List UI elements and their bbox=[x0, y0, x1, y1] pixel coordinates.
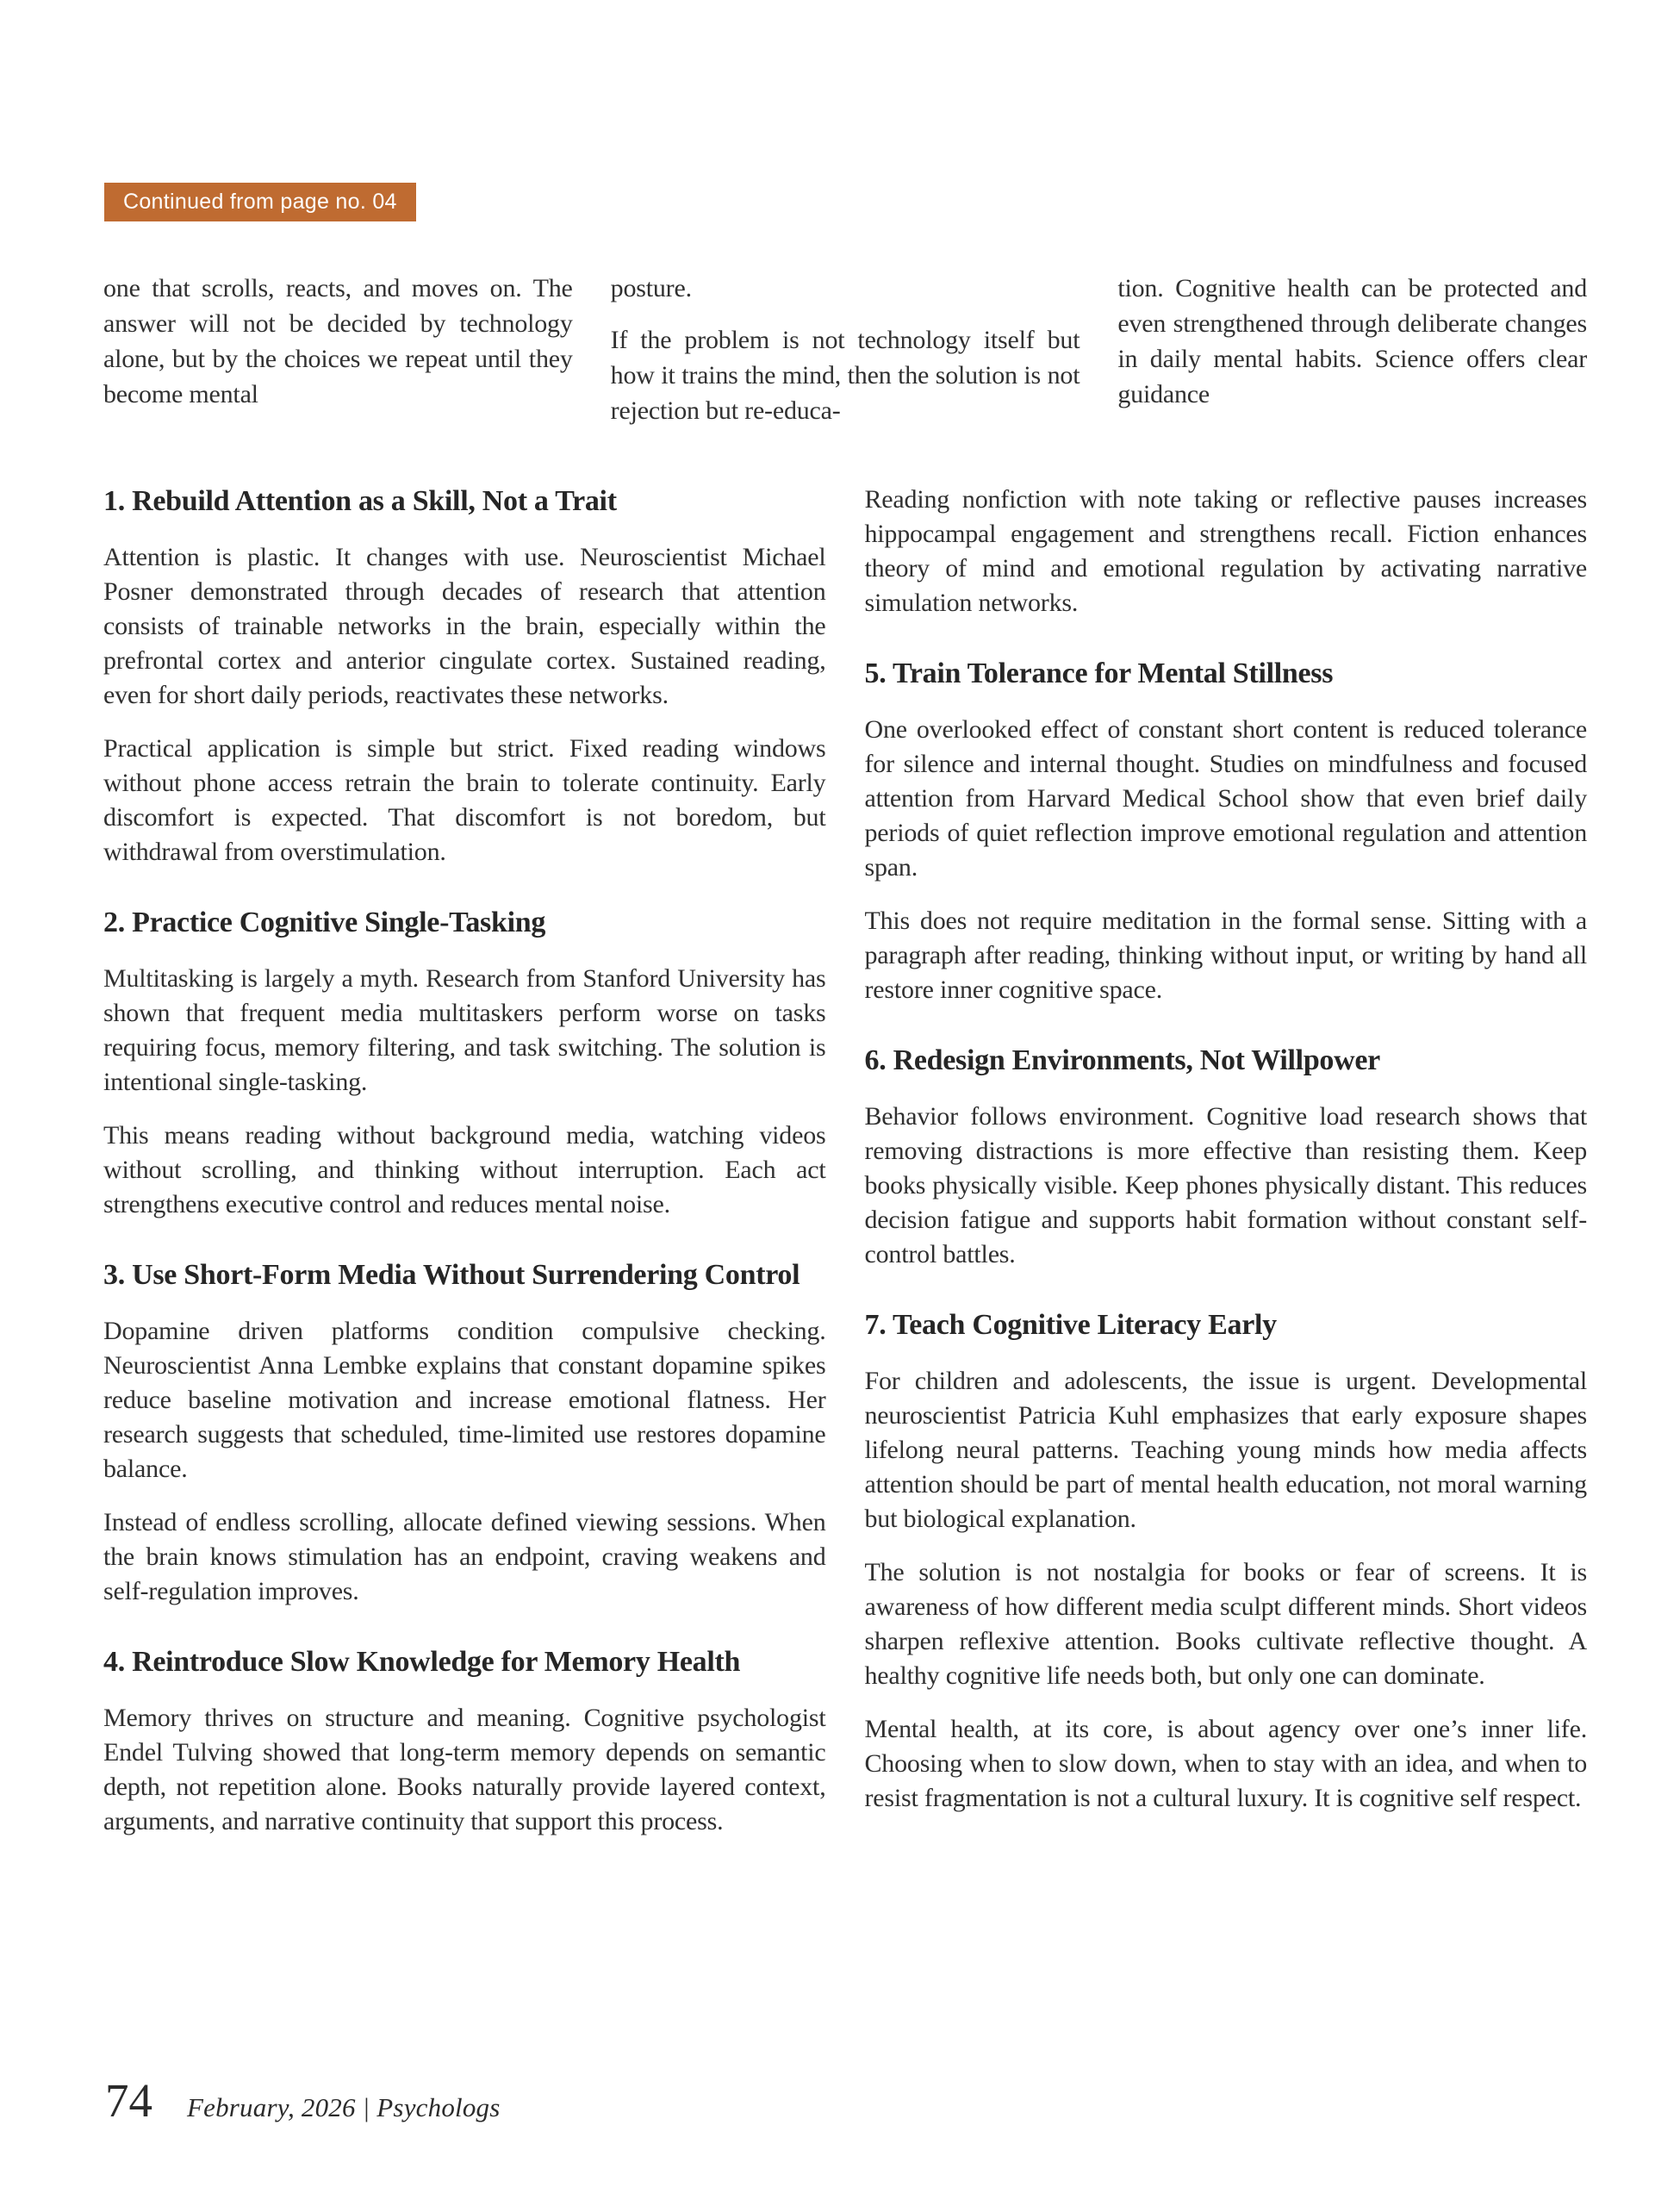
section-paragraph: One overlooked effect of constant short content is reduced tolerance for silence and internal thought. Studies on mindfulness and focused attention from Harvard Medical School show that even brief daily periods of quiet reflection improve emotional regulation and attention span. bbox=[864, 715, 1587, 882]
intro-columns bbox=[103, 271, 1587, 428]
intro-column-3 bbox=[1117, 271, 1587, 428]
section-heading-7: 7. Teach Cognitive Literacy Early bbox=[864, 1309, 1277, 1341]
section-paragraph: Reading nonfiction with note taking or reflective pauses increases hippocampal engagement and strengthens recall. Fiction enhances theory of mind and emotional regulation by activating narrative simulation networks. bbox=[864, 485, 1587, 617]
page-number: 74 bbox=[105, 2074, 152, 2127]
section-paragraph: This means reading without background media, watching videos without scrolling, and thinking without interruption. Each act strengthens executive control and reduces mental noise. bbox=[103, 1121, 826, 1218]
issue-label: February, 2026 | Psychologs bbox=[187, 2092, 501, 2122]
article-body bbox=[103, 483, 1587, 1858]
intro-paragraph: posture. bbox=[610, 274, 692, 302]
section-paragraph: The solution is not nostalgia for books or fear of screens. It is awareness of how different media sculpt different minds. Short videos sharpen reflexive attention. Books cultivate reflective thought. A healthy cognitive life needs both, but only one can dominate. bbox=[864, 1558, 1587, 1690]
page-footer bbox=[105, 2075, 501, 2127]
section-heading-5: 5. Train Tolerance for Mental Stillness bbox=[864, 657, 1334, 689]
intro-column-1 bbox=[103, 271, 573, 428]
section-heading-6: 6. Redesign Environments, Not Willpower bbox=[864, 1044, 1380, 1076]
section-paragraph: For children and adolescents, the issue is urgent. Developmental neuroscientist Patricia Kuhl emphasizes that early exposure shapes lifelong neural patterns. Teaching young minds how media affects attention should be part of mental health education, not moral warning but biological explanation. bbox=[864, 1367, 1587, 1533]
section-paragraph: Behavior follows environment. Cognitive load research shows that removing distractions is more effective than resisting them. Keep books physically visible. Keep phones physically distant. This reduces decision fatigue and supports habit formation without constant self-control battles. bbox=[864, 1102, 1587, 1268]
section-paragraph: Attention is plastic. It changes with use. Neuroscientist Michael Posner demonstrated through decades of research that attention consists of trainable networks in the brain, especially within the prefrontal cortex and anterior cingulate cortex. Sustained reading, even for short daily periods, reactivates these networks. bbox=[103, 543, 826, 709]
left-column bbox=[103, 483, 826, 1858]
right-column bbox=[865, 483, 1588, 1858]
section-paragraph: Memory thrives on structure and meaning. Cognitive psychologist Endel Tulving showed that long-term memory depends on semantic depth, not repetition alone. Books naturally provide layered context, arguments, and narrative continuity that support this process. bbox=[103, 1704, 826, 1835]
section-paragraph: This does not require meditation in the formal sense. Sitting with a paragraph after reading, thinking without input, or writing by hand all restore inner cognitive space. bbox=[864, 907, 1587, 1004]
intro-paragraph: one that scrolls, reacts, and moves on. The answer will not be decided by technology alone, but by the choices we repeat until they become mental bbox=[103, 274, 573, 408]
section-heading-1: 1. Rebuild Attention as a Skill, Not a Trait bbox=[103, 485, 617, 517]
section-heading-3: 3. Use Short-Form Media Without Surrendering Control bbox=[103, 1259, 800, 1291]
section-paragraph: Mental health, at its core, is about agency over one’s inner life. Choosing when to slow down, when to stay with an idea, and when to resist fragmentation is not a cultural luxury. It is cognitive self respect. bbox=[864, 1715, 1587, 1812]
section-heading-2: 2. Practice Cognitive Single-Tasking bbox=[103, 907, 546, 938]
section-paragraph: Practical application is simple but strict. Fixed reading windows without phone access retrain the brain to tolerate continuity. Early discomfort is expected. That discomfort is not boredom, but withdrawal from overstimulation. bbox=[103, 734, 826, 866]
section-heading-4: 4. Reintroduce Slow Knowledge for Memory Health bbox=[103, 1646, 741, 1678]
section-paragraph: Dopamine driven platforms condition compulsive checking. Neuroscientist Anna Lembke explains that constant dopamine spikes reduce baseline motivation and increase emotional flatness. Her research suggests that scheduled, time-limited use restores dopamine balance. bbox=[103, 1317, 826, 1483]
section-paragraph: Multitasking is largely a myth. Research from Stanford University has shown that frequent media multitaskers perform worse on tasks requiring focus, memory filtering, and task switching. The solution is intentional single-tasking. bbox=[103, 964, 826, 1096]
intro-paragraph: tion. Cognitive health can be protected and even strengthened through deliberate changes in daily mental habits. Science offers clear guidance bbox=[1117, 274, 1588, 408]
section-paragraph: Instead of endless scrolling, allocate defined viewing sessions. When the brain knows stimulation has an endpoint, craving weakens and self-regulation improves. bbox=[103, 1508, 826, 1605]
intro-column-2 bbox=[611, 271, 1080, 428]
continued-from-badge: Continued from page no. 04 bbox=[104, 183, 416, 221]
intro-paragraph: If the problem is not technology itself but how it trains the mind, then the solution is not rejection but re-educa- bbox=[610, 326, 1080, 425]
